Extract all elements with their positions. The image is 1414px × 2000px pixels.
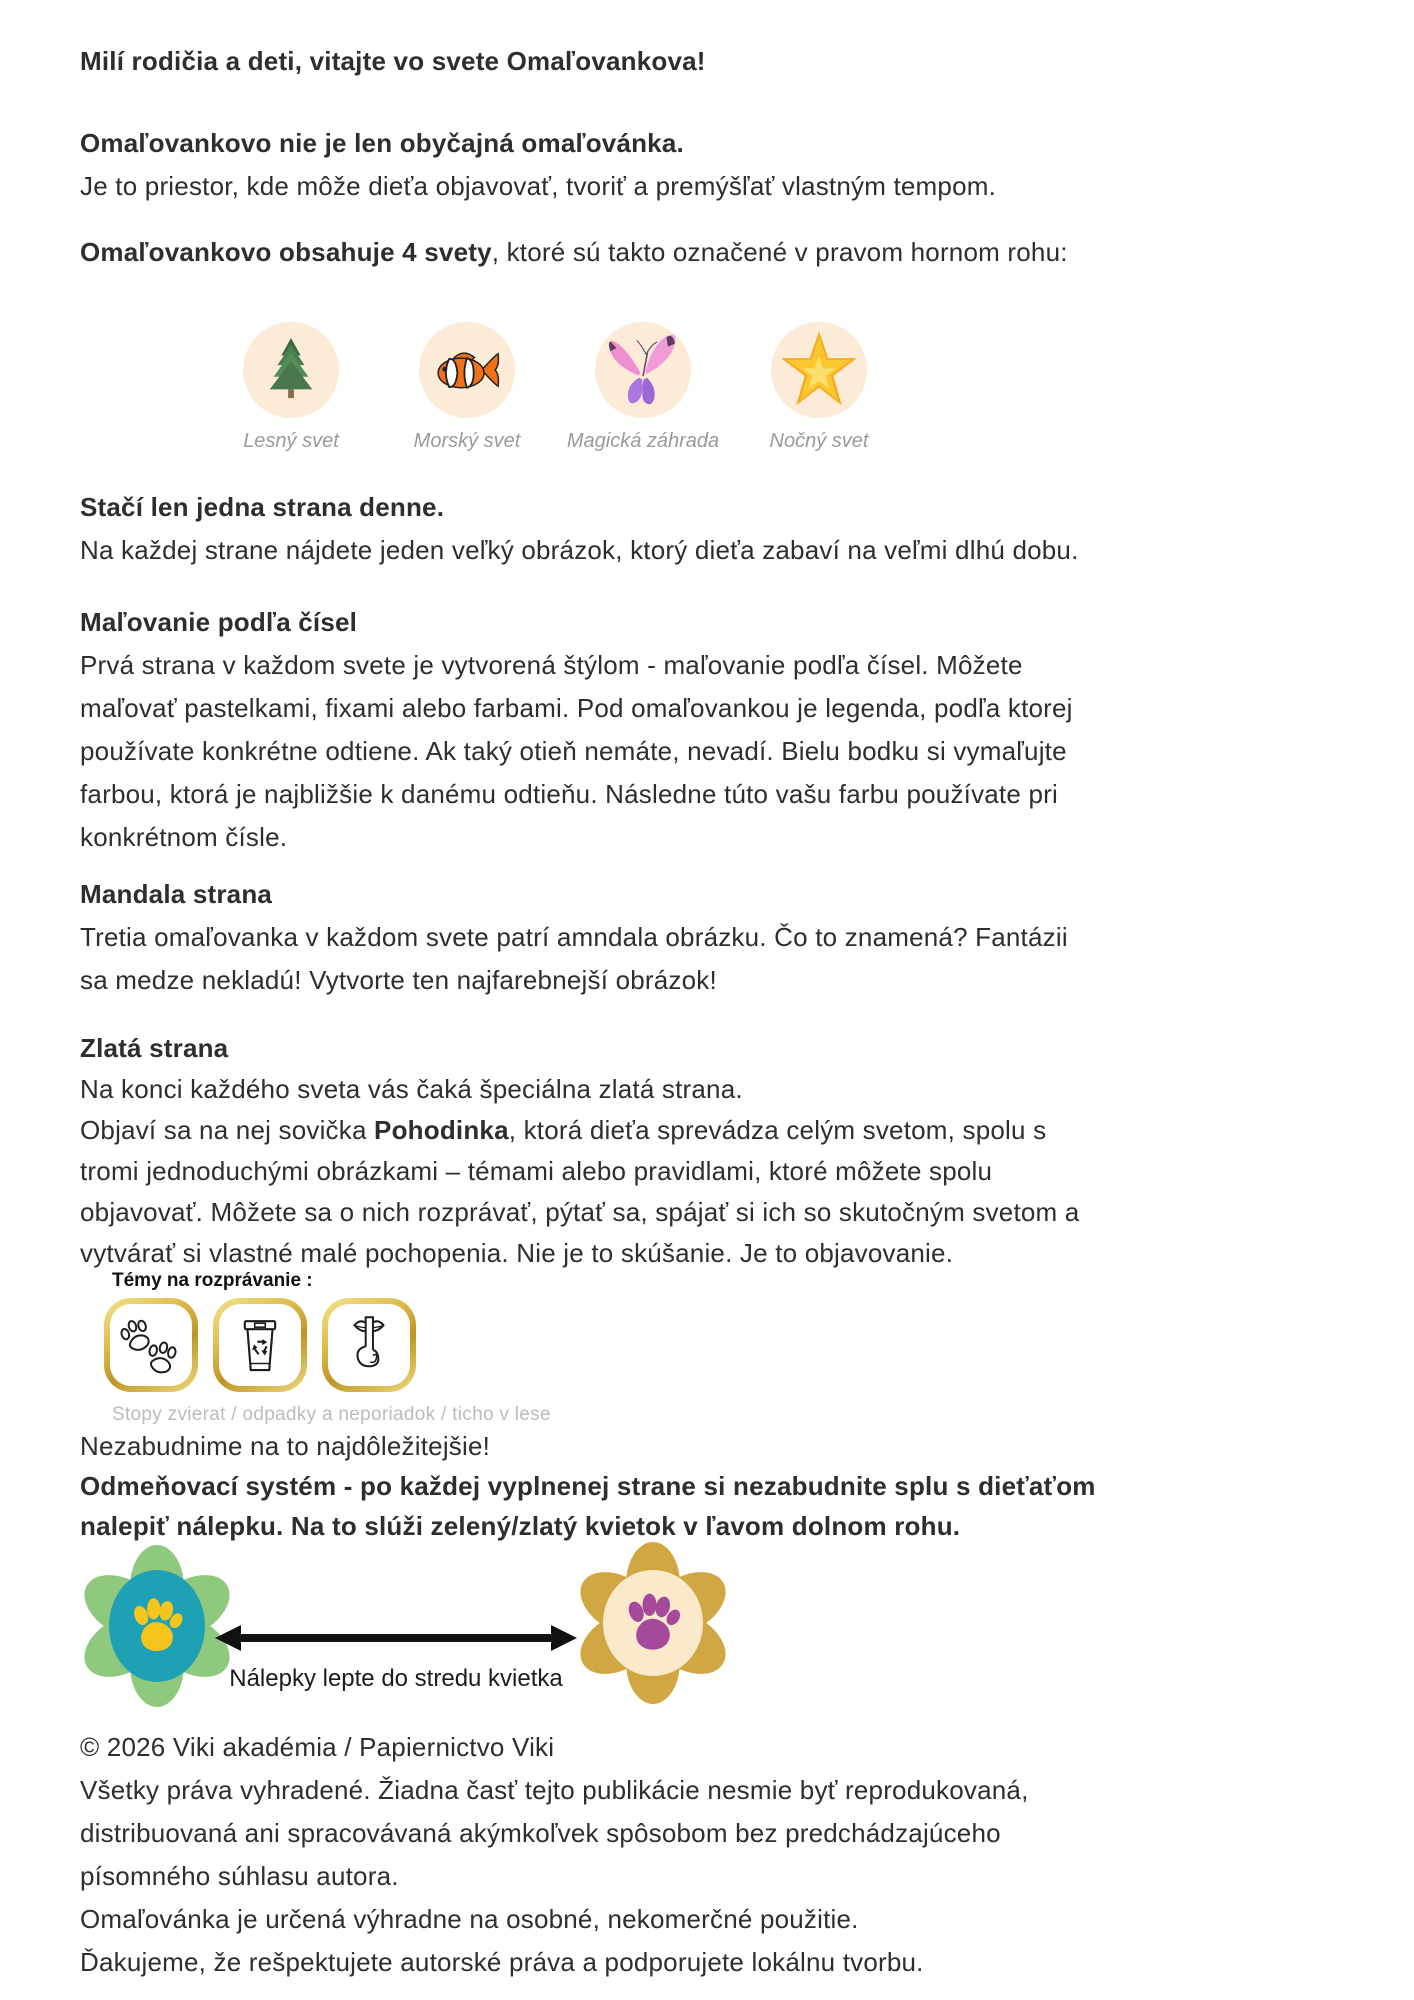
butterfly-icon (604, 331, 682, 409)
copyright-line: Omaľovánka je určená výhradne na osobné, nekomerčné použitie. (80, 1904, 859, 1934)
reminder-block (80, 1426, 1096, 1546)
intro-paragraph (80, 122, 996, 208)
world-item-sea (413, 322, 521, 453)
world-label: Magická záhrada (566, 430, 720, 452)
flower-center (603, 1570, 703, 1676)
quiet-gesture-icon (336, 1312, 402, 1378)
section-body-line: objavovať. Môžete sa o nich rozprávať, pýtať sa, spájať si ich so skutočným svetom a (80, 1197, 1080, 1227)
world-label: Morský svet (413, 430, 521, 452)
section-body-line: maľovať pastelkami, fixami alebo farbami. Pod omaľovankou je legenda, podľa ktorej (80, 693, 1073, 723)
section-body-line: konkrétnom čísle. (80, 822, 288, 852)
reminder-bold-line: Odmeňovací systém - po každej vyplnenej strane si nezabudnite splu s dieťaťom (80, 1471, 1096, 1501)
topic-card-litter (213, 1298, 307, 1392)
section-heading: Zlatá strana (80, 1033, 229, 1063)
copyright-line: distribuovaná ani spracovávaná akýmkoľvek spôsobom bez predchádzajúceho (80, 1818, 1001, 1848)
double-arrow-icon (213, 1620, 579, 1656)
sticker-arrow-block (213, 1620, 579, 1693)
topics-caption: Stopy zvierat / odpadky a neporiadok / ticho v lese (112, 1404, 551, 1425)
recycle-bin-icon (227, 1312, 293, 1378)
green-flower-sticker-spot (82, 1546, 232, 1706)
section-body-line (80, 1110, 1079, 1151)
flower-center (109, 1570, 205, 1682)
world-circle (595, 322, 691, 418)
tree-icon (260, 336, 322, 404)
section-body-line: farbou, ktorá je najbližšie k danému odtieňu. Následne túto vašu farbu používate pri (80, 779, 1058, 809)
paw-icon (618, 1588, 688, 1658)
section-daily (80, 486, 1079, 572)
gold-flower-sticker-spot (578, 1543, 728, 1703)
section-heading: Mandala strana (80, 879, 273, 909)
worlds-lead (80, 231, 1068, 274)
copyright-line: © 2026 Viki akadémia / Papiernictvo Viki (80, 1732, 555, 1762)
section-heading: Stačí len jedna strana denne. (80, 492, 445, 522)
world-circle (243, 322, 339, 418)
section-body-line: sa medze nekladú! Vytvorte ten najfarebnejší obrázok! (80, 965, 717, 995)
section-body-line: vytvárať si vlastné malé pochopenia. Nie je to skúšanie. Je to objavovanie. (80, 1238, 954, 1268)
section-golden (80, 1028, 1079, 1274)
world-item-forest (243, 322, 339, 453)
paw-icon (124, 1593, 190, 1659)
golden-post: , ktorá dieťa sprevádza celým svetom, spolu s (508, 1115, 1047, 1145)
copyright-line: Všetky práva vyhradené. Žiadna časť tejto publikácie nesmie byť reprodukovaná, (80, 1775, 1029, 1805)
topic-card-animal-tracks (104, 1298, 198, 1392)
world-item-garden (566, 322, 720, 453)
clownfish-icon (430, 343, 504, 397)
section-body-line: Na konci každého sveta vás čaká špeciálna zlatá strana. (80, 1074, 743, 1104)
reminder-bold-line: nalepiť nálepku. Na to slúži zelený/zlatý kvietok v ľavom dolnom rohu. (80, 1511, 961, 1541)
page-title: Milí rodičia a deti, vitajte vo svete Omaľovankova! (80, 46, 706, 76)
topic-card-quiet (322, 1298, 416, 1392)
section-heading: Maľovanie podľa čísel (80, 607, 358, 637)
world-item-night (771, 322, 867, 453)
owl-name: Pohodinka (374, 1115, 509, 1145)
worlds-lead-rest: , ktoré sú takto označené v pravom hornom rohu: (491, 237, 1068, 267)
section-body-line: Tretia omaľovanka v každom svete patrí amndala obrázku. Čo to znamená? Fantázii (80, 922, 1068, 952)
intro-text-line: Je to priestor, kde môže dieťa objavovať, tvoriť a premýšľať vlastným tempom. (80, 171, 997, 201)
sticker-note: Nálepky lepte do stredu kvietka (229, 1665, 563, 1692)
world-circle (419, 322, 515, 418)
section-body-line: tromi jednoduchými obrázkami – témami alebo pravidlami, ktoré môžete spolu (80, 1156, 993, 1186)
topics-label: Témy na rozprávanie : (112, 1270, 313, 1291)
intro-bold-line: Omaľovankovo nie je len obyčajná omaľovánka. (80, 128, 684, 158)
golden-pre: Objaví sa na nej sovička (80, 1115, 375, 1145)
worlds-lead-bold: Omaľovankovo obsahuje 4 svety (80, 237, 492, 267)
topics-block (104, 1270, 551, 1426)
section-body-line: Prvá strana v každom svete je vytvorená štýlom - maľovanie podľa čísel. Môžete (80, 650, 1023, 680)
worlds-row (243, 322, 867, 453)
section-mandala (80, 873, 1068, 1002)
star-icon (777, 328, 861, 412)
section-body-line: Na každej strane nájdete jeden veľký obrázok, ktorý dieťa zabaví na veľmi dlhú dobu. (80, 535, 1079, 565)
copyright-line: Ďakujeme, že rešpektujete autorské práva a podporujete lokálnu tvorbu. (80, 1947, 924, 1977)
copyright-block (80, 1726, 1029, 1984)
world-label: Nočný svet (769, 430, 869, 452)
copyright-line: písomného súhlasu autora. (80, 1861, 399, 1891)
topics-icon-row (104, 1298, 551, 1392)
section-body-line: používate konkrétne odtiene. Ak taký otieň nemáte, nevadí. Bielu bodku si vymaľujte (80, 736, 1067, 766)
section-paint-by-numbers (80, 601, 1073, 859)
paw-prints-icon (118, 1312, 184, 1378)
world-label: Lesný svet (243, 430, 339, 452)
world-circle (771, 322, 867, 418)
reminder-line: Nezabudnime na to najdôležitejšie! (80, 1431, 491, 1461)
